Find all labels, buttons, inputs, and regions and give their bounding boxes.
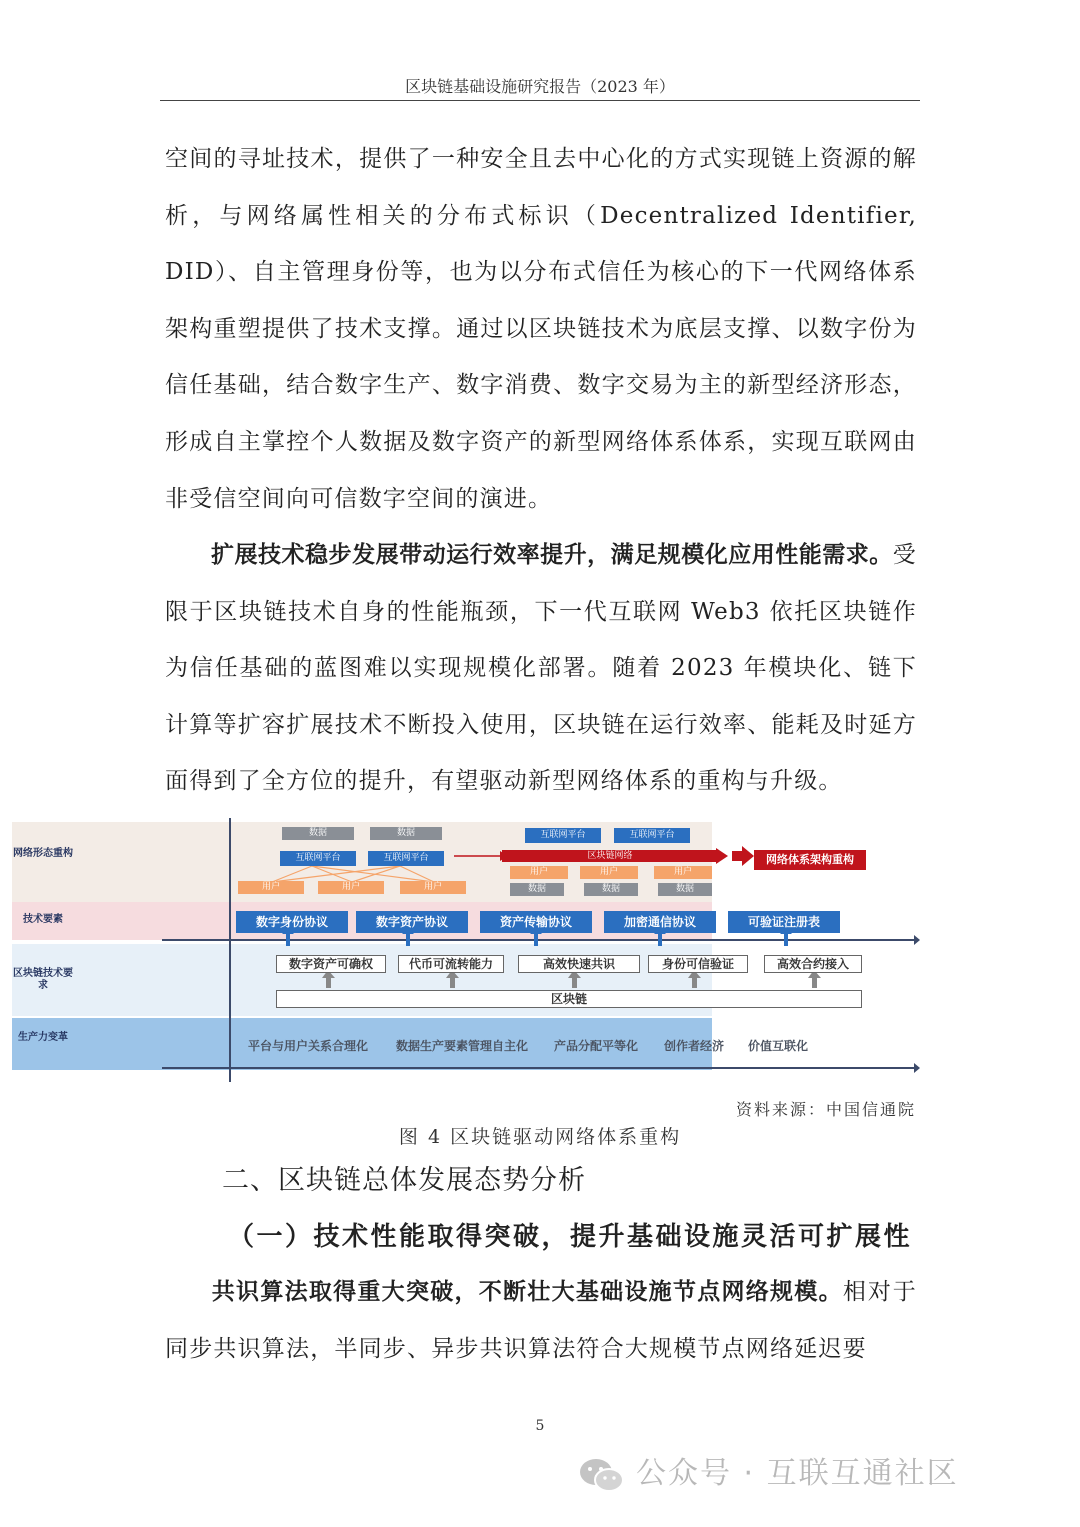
platform-box: 互联网平台 [614,828,690,843]
subsection-heading: （一）技术性能取得突破，提升基础设施灵活可扩展性 [228,1222,913,1252]
blockchain-base: 区块链 [276,990,862,1008]
page-header: 区块链基础设施研究报告（2023 年） [405,77,675,96]
footer-text: 公众号 · 互联互通社区 [636,1456,959,1491]
requirement-box: 高效合约接入 [764,955,862,973]
productivity-item: 平台与用户关系合理化 [248,1039,369,1053]
data-box: 数据 [658,883,712,896]
protocol-box: 资产传输协议 [480,911,592,933]
productivity-item: 数据生产要素管理自主化 [396,1039,529,1053]
user-box: 用户 [654,866,712,879]
paragraph-3-lead: 共识算法取得重大突破，不断壮大基础设施节点网络规模。 [211,1279,843,1305]
footer-watermark [578,1448,959,1494]
paragraph-3 [165,1264,917,1377]
paragraph-3-text: 相对于同步共识算法，半同步、异步共识算法符合大规模节点网络延迟要 [165,1279,918,1362]
section-heading: 二、区块链总体发展态势分析 [222,1165,586,1196]
data-box: 数据 [510,883,564,896]
paragraph-2-text: 受限于区块链技术自身的性能瓶颈，下一代互联网 Web3 依托区块链作为信任基础的蓝图难以实现规模化部署。随着 2023 年模块化、链下计算等扩容扩展技术不断投入使用，区块链在运行效率、能耗及时延方面得到了全方位的提升，有望驱动新型网络体系的重构与升级。 [165,542,917,795]
figure-caption: 图 4 区块链驱动网络体系重构 [398,1126,682,1148]
page-number: 5 [535,1418,545,1434]
restructure-box: 网络体系架构重构 [754,850,866,870]
row-label-prod: 生产力变革 [18,1032,68,1043]
requirement-box: 高效快速共识 [518,955,640,973]
paragraph-2 [165,527,917,810]
row-label-network: 网络形态重构 [13,848,73,859]
paragraph-2-lead: 扩展技术稳步发展带动运行效率提升，满足规模化应用性能需求。 [211,542,893,568]
productivity-item: 创作者经济 [664,1039,725,1053]
platform-box: 互联网平台 [525,828,601,843]
protocol-box: 可验证注册表 [728,911,840,933]
requirement-box: 数字资产可确权 [276,955,386,973]
data-box: 数据 [370,827,442,840]
platform-box: 互联网平台 [368,851,444,866]
protocol-box: 数字资产协议 [356,911,468,933]
chain-network-label: 区块链网络 [587,851,633,861]
row-label-tech: 技术要素 [23,914,63,925]
user-box: 用户 [400,881,466,894]
productivity-item: 价值互联化 [748,1039,809,1053]
user-box: 用户 [510,866,568,879]
user-box: 用户 [238,881,304,894]
paragraph-1: 空间的寻址技术，提供了一种安全且去中心化的方式实现链上资源的解析，与网络属性相关的分布式标识（Decentralized Identifier, DID）、自主管理身份等，也为以分布式信任为核心的下一代网络体系架构重塑提供了技术支撑。通过以区块链技术为底层支撑、以数字份为信任基础，结合数字生产、数字消费、数字交易为主的新型经济形态，形成自主掌控个人数据及数字资产的新型网络体系体系，实现互联网由非受信空间向可信数字空间的演进。 [165,146,917,512]
requirement-box: 身份可信验证 [648,955,748,973]
user-box: 用户 [318,881,384,894]
protocol-box: 加密通信协议 [604,911,716,933]
requirement-box: 代币可流转能力 [398,955,504,973]
data-box: 数据 [282,827,354,840]
platform-box: 互联网平台 [280,851,356,866]
data-box: 数据 [584,883,638,896]
user-box: 用户 [580,866,638,879]
row-label-req: 区块链技术要求 [13,968,73,991]
protocol-box: 数字身份协议 [236,911,348,933]
productivity-item: 产品分配平等化 [554,1039,639,1053]
figure-source: 资料来源：中国信通院 [735,1100,916,1119]
wechat-icon [578,1456,626,1494]
header-rule [160,100,920,101]
